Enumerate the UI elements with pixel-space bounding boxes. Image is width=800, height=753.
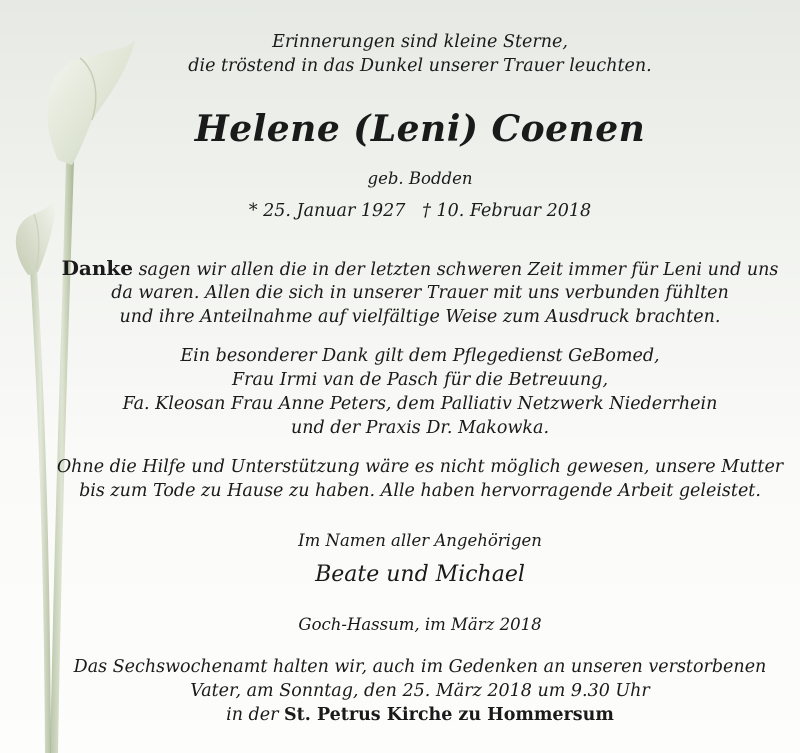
thanks-line-1 [40, 256, 800, 282]
signoff-intro: Im Namen aller Angehörigen [298, 531, 542, 550]
thanks-line-1-text: sagen wir allen die in der letzten schweren Zeit immer für Leni und uns [133, 260, 779, 280]
thanks-line-3: und ihre Anteilnahme auf vielfältige Weise zum Ausdruck brachten. [119, 307, 721, 327]
birth-date: * 25. Januar 1927 [248, 201, 406, 221]
special-thanks-line-4: und der Praxis Dr. Makowka. [290, 418, 550, 438]
special-thanks-line-1: Ein besonderer Dank gilt dem Pflegedienst GeBomed, [180, 346, 660, 366]
place-date: Goch-Hassum, im März 2018 [298, 615, 542, 634]
help-line-1: Ohne die Hilfe und Unterstützung wäre es nicht möglich gewesen, unsere Mutter [56, 457, 784, 477]
verse-line-2: die tröstend in das Dunkel unserer Trauer leuchten. [188, 56, 652, 76]
service-line-3 [40, 703, 800, 727]
deceased-name: Helene (Leni) Coenen [194, 108, 646, 150]
special-thanks-line-2: Frau Irmi van de Pasch für die Betreuung, [231, 370, 609, 390]
service-line-1: Das Sechswochenamt halten wir, auch im Gedenken an unseren verstorbenen [73, 657, 767, 677]
thanks-line-2: da waren. Allen die sich in unserer Trauer mit uns verbunden fühlten [111, 283, 729, 303]
life-dates [40, 199, 800, 223]
signoff-names: Beate und Michael [315, 562, 525, 587]
church-name: St. Petrus Kirche zu Hommersum [284, 705, 614, 725]
birth-name: geb. Bodden [367, 169, 473, 188]
verse-line-1: Erinnerungen sind kleine Sterne, [272, 32, 568, 52]
thanks-lead-word: Danke [61, 256, 134, 280]
death-date: † 10. Februar 2018 [422, 201, 592, 221]
special-thanks-line-3: Fa. Kleosan Frau Anne Peters, dem Palliativ Netzwerk Niederrhein [122, 394, 718, 414]
help-line-2: bis zum Tode zu Hause zu haben. Alle haben hervorragende Arbeit geleistet. [79, 481, 761, 501]
service-line-2: Vater, am Sonntag, den 25. März 2018 um 9.30 Uhr [190, 681, 650, 701]
service-line-3-prefix: in der [226, 705, 285, 725]
